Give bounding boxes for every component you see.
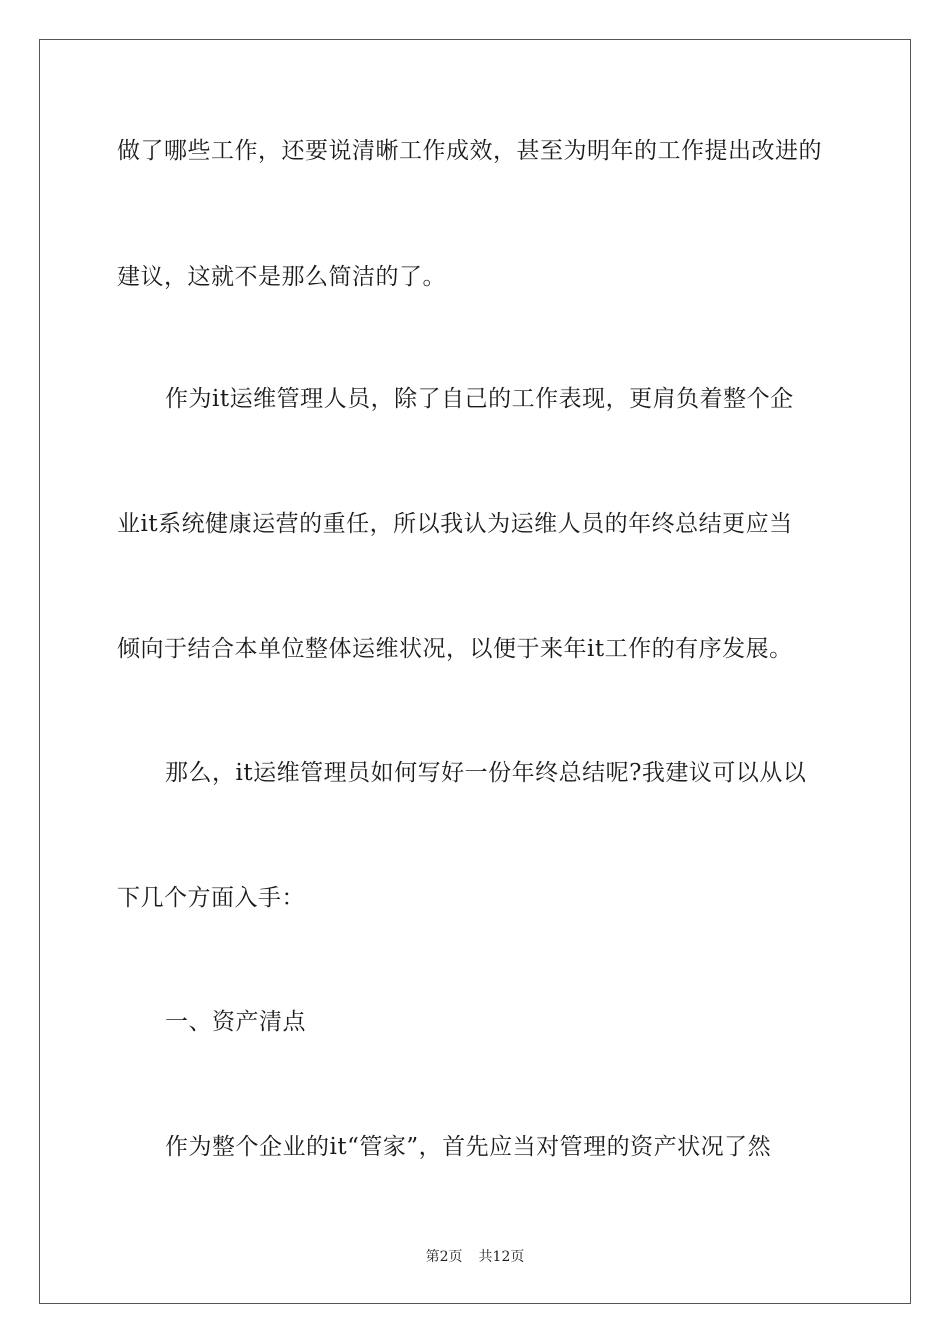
section-heading: 一、资产清点 (165, 1009, 306, 1035)
page-total: 共12页 (478, 1249, 525, 1265)
text-line: 倾向于结合本单位整体运维状况，以便于来年it工作的有序发展。 (117, 636, 793, 662)
text-line: 做了哪些工作，还要说清晰工作成效，甚至为明年的工作提出改进的 (117, 138, 822, 164)
text-line: 那么，it运维管理员如何写好一份年终总结呢?我建议可以从以 (165, 760, 807, 786)
page-number: 第2页 (425, 1249, 463, 1265)
page-footer (0, 1247, 950, 1267)
text-line: 下几个方面入手： (117, 885, 305, 911)
text-line: 业it系统健康运营的重任，所以我认为运维人员的年终总结更应当 (117, 511, 793, 537)
text-line: 建议，这就不是那么简洁的了。 (117, 264, 446, 290)
page-border (39, 39, 911, 1304)
text-line: 作为整个企业的it“管家”，首先应当对管理的资产状况了然 (165, 1134, 772, 1160)
text-line: 作为it运维管理人员，除了自己的工作表现，更肩负着整个企 (165, 386, 794, 412)
